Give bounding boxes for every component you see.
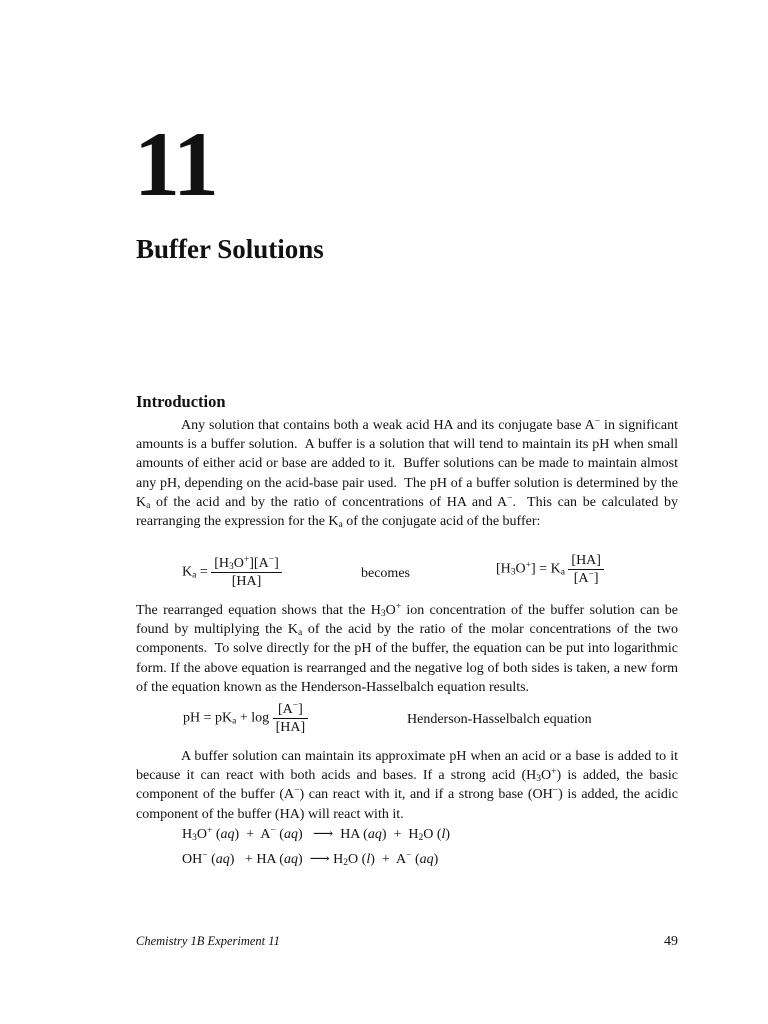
- reaction-acid: $H_3O^+$ (aq) + A− (aq) ⟶ HA $(aq) + H_2O$ (l): [182, 826, 451, 843]
- ka-expression: $K_a$ = $\frac{[H_3O^+][A^-]}{[HA]}$: [182, 555, 282, 590]
- page-number: 49: [664, 934, 678, 949]
- paragraph-rearranged: The rearranged equation shows that the $H_3O^+$ ion concentration of the buffer solution can be found by multiplying the $K_a$ of the acid by the ratio of the molar concentrations of the two components. To solve directly for the pH of the buffer, the equation can be put into logarithmic form. If the above equation is rearranged and the negative log of both sides is taken, a new form of the equation known as the Henderson-Hasselbalch equation results.: [136, 602, 678, 695]
- becomes-label: becomes: [361, 566, 410, 581]
- chapter-number: 11: [134, 113, 217, 215]
- paragraph-buffer-action: A buffer solution can maintain its approximate pH when an acid or a base is added to it because it can react with both acids and bases. If a strong acid $(H_3O^+)$ is added, the basic component of the buffer (A−) can react with it, and if a strong base (OH−) is added, the acidic component of the buffer (HA) will react with it.: [136, 749, 678, 822]
- henderson-hasselbalch-formula: pH = $pK_a + \log$ $\frac{[A^-]}{[HA]}$: [183, 701, 308, 736]
- chapter-title: Buffer Solutions: [136, 234, 324, 264]
- henderson-hasselbalch-label: Henderson-Hasselbalch equation: [407, 712, 592, 727]
- footer-course: Chemistry 1B Experiment 11: [136, 934, 280, 948]
- h3o-expression: $[H_3O^+] = K_a$ $\frac{[HA]}{[A^-]}$: [496, 552, 604, 587]
- reaction-base: OH− (aq) + HA (aq) ⟶ $H_2O$ (l) + A− (aq): [182, 851, 439, 868]
- paragraph-intro: Any solution that contains both a weak acid HA and its conjugate base A− in significant amounts is a buffer solution. A buffer is a solution that will tend to maintain its pH when small amounts of either acid or base are added to it. Buffer solutions can be made to maintain almost any pH, depending on the acid-base pair used. The pH of a buffer solution is determined by the $K_a$ of the acid and by the ratio of concentrations of HA and A−. This can be calculated by rearranging the expression for the $K_a$ of the conjugate acid of the buffer:: [136, 417, 679, 531]
- section-heading: Introduction: [136, 392, 226, 411]
